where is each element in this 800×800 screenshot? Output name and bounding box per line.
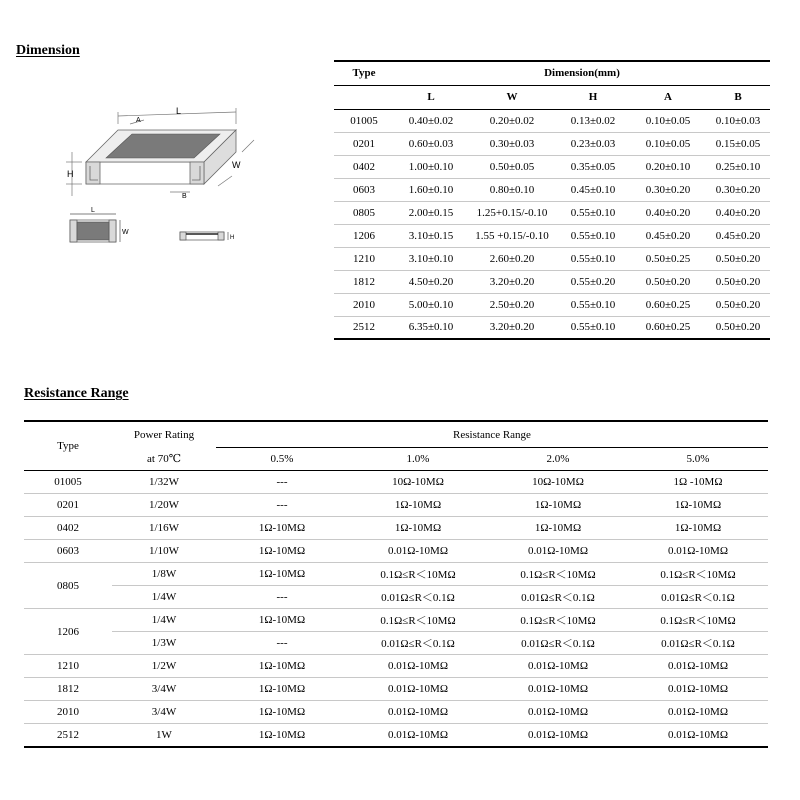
res-power-cell: 1/2W <box>112 655 216 678</box>
res-value-cell: 0.01Ω-10MΩ <box>667 728 729 741</box>
dim-type-cell: 2010 <box>334 293 394 316</box>
res-power-cell: 1/20W <box>112 494 216 517</box>
res-tol-2: 2.0% <box>488 448 628 471</box>
resistance-range-table <box>24 420 768 748</box>
dim-type-cell: 1206 <box>334 224 394 247</box>
dim-value-cell: 0.20±0.02 <box>468 109 556 132</box>
dim-value-cell: 0.40±0.20 <box>630 201 706 224</box>
res-value-cell: 0.01Ω-10MΩ <box>628 655 768 678</box>
res-value-cell: 0.01Ω≤R＜0.1Ω <box>348 632 488 655</box>
dim-value-cell: 0.55±0.10 <box>556 201 630 224</box>
dim-value-cell: 0.55±0.10 <box>556 247 630 270</box>
sideview-label-h: H <box>230 235 235 241</box>
dim-value-cell: 2.00±0.15 <box>394 201 468 224</box>
dim-value-cell: 0.45±0.20 <box>706 224 770 247</box>
dim-col-l: L <box>394 85 468 109</box>
dim-value-cell: 0.50±0.20 <box>630 270 706 293</box>
diagram-label-h: H <box>67 169 74 179</box>
dim-col-b: B <box>706 85 770 109</box>
dim-value-cell: 0.50±0.20 <box>706 293 770 316</box>
dim-value-cell: 0.45±0.10 <box>556 178 630 201</box>
resistance-heading: Resistance Range <box>24 386 129 401</box>
dim-value-cell: 0.23±0.03 <box>556 132 630 155</box>
dim-value-cell: 3.20±0.20 <box>468 270 556 293</box>
topview-label-w: W <box>122 229 129 236</box>
table-row <box>334 155 770 178</box>
dim-value-cell: 0.35±0.05 <box>556 155 630 178</box>
res-value-cell: 1Ω-10MΩ <box>348 517 488 540</box>
res-value-cell: 1Ω-10MΩ <box>628 517 768 540</box>
res-power-cell: 1/8W <box>112 563 216 586</box>
res-power-cell: 1/3W <box>112 632 216 655</box>
dimension-table <box>334 60 770 340</box>
res-value-cell: 1Ω-10MΩ <box>348 494 488 517</box>
dim-type-cell: 01005 <box>334 109 394 132</box>
res-power-cell: 1/32W <box>112 471 216 494</box>
res-value-cell: 0.1Ω≤R＜10MΩ <box>628 563 768 586</box>
res-type-cell: 01005 <box>24 471 112 494</box>
dim-value-cell: 1.25+0.15/-0.10 <box>468 201 556 224</box>
res-type-cell: 0603 <box>24 540 112 563</box>
res-value-cell: --- <box>216 494 348 517</box>
dim-value-cell: 2.50±0.20 <box>468 293 556 316</box>
res-value-cell: 0.01Ω-10MΩ <box>488 701 628 724</box>
table-row <box>334 316 770 339</box>
res-value-cell: 0.01Ω≤R＜0.1Ω <box>348 586 488 609</box>
dim-value-cell: 0.50±0.20 <box>706 247 770 270</box>
res-value-cell: 0.01Ω-10MΩ <box>488 655 628 678</box>
table-row <box>24 701 768 724</box>
res-value-cell: --- <box>216 632 348 655</box>
dim-col-w: W <box>468 85 556 109</box>
res-tol-1: 1.0% <box>348 448 488 471</box>
res-type-cell: 1210 <box>24 655 112 678</box>
res-value-cell: 1Ω-10MΩ <box>258 728 306 741</box>
dim-value-cell: 0.50±0.20 <box>715 321 761 334</box>
dim-type-cell: 0603 <box>334 178 394 201</box>
res-value-cell: 1Ω-10MΩ <box>488 494 628 517</box>
dim-col-h: H <box>556 85 630 109</box>
diagram-label-a: A <box>136 117 141 124</box>
dim-value-cell: 0.13±0.02 <box>556 109 630 132</box>
res-value-cell: 0.01Ω-10MΩ <box>348 678 488 701</box>
dim-value-cell: 0.25±0.10 <box>706 155 770 178</box>
table-row <box>334 109 770 132</box>
dim-value-cell: 0.55±0.10 <box>556 293 630 316</box>
res-power-header-line2: at 70℃ <box>112 448 216 471</box>
res-power-cell: 3/4W <box>112 678 216 701</box>
table-row <box>24 563 768 586</box>
dim-value-cell: 0.60±0.03 <box>394 132 468 155</box>
table-row <box>24 540 768 563</box>
res-value-cell: 0.01Ω-10MΩ <box>348 701 488 724</box>
dim-type-cell: 1210 <box>334 247 394 270</box>
res-type-cell: 1206 <box>24 609 112 655</box>
res-power-cell: 1/4W <box>112 586 216 609</box>
res-value-cell: 1Ω-10MΩ <box>488 517 628 540</box>
res-value-cell: 0.01Ω-10MΩ <box>628 678 768 701</box>
res-value-cell: 0.01Ω-10MΩ <box>628 701 768 724</box>
table-row <box>334 178 770 201</box>
table-row <box>24 655 768 678</box>
dim-value-cell: 0.60±0.25 <box>645 321 691 334</box>
res-value-cell: 0.01Ω-10MΩ <box>488 678 628 701</box>
dim-value-cell: 0.60±0.25 <box>630 293 706 316</box>
table-row <box>24 494 768 517</box>
dim-value-cell: 0.40±0.02 <box>394 109 468 132</box>
res-value-cell: 1Ω-10MΩ <box>216 609 348 632</box>
dim-value-cell: 3.10±0.15 <box>394 224 468 247</box>
res-type-cell: 0402 <box>24 517 112 540</box>
res-type-cell: 1812 <box>24 678 112 701</box>
dim-value-cell: 0.80±0.10 <box>468 178 556 201</box>
res-type-header: Type <box>24 421 112 471</box>
res-value-cell: 1Ω-10MΩ <box>216 701 348 724</box>
res-power-cell: 1/10W <box>112 540 216 563</box>
dim-value-cell: 0.55±0.20 <box>556 270 630 293</box>
resistor-dimension-diagram <box>58 100 280 250</box>
res-group-header: Resistance Range <box>216 421 768 448</box>
res-value-cell: --- <box>216 471 348 494</box>
res-value-cell: 1Ω-10MΩ <box>628 494 768 517</box>
dim-type-cell: 0201 <box>334 132 394 155</box>
res-value-cell: 10Ω-10MΩ <box>488 471 628 494</box>
res-value-cell: 0.01Ω-10MΩ <box>348 655 488 678</box>
dim-value-cell: 0.30±0.20 <box>706 178 770 201</box>
table-row <box>24 517 768 540</box>
dim-value-cell: 1.60±0.10 <box>394 178 468 201</box>
res-value-cell: 0.01Ω-10MΩ <box>387 728 449 741</box>
table-row <box>24 724 768 747</box>
res-value-cell: 1Ω-10MΩ <box>216 563 348 586</box>
res-value-cell: 10Ω-10MΩ <box>348 471 488 494</box>
res-type-cell: 0201 <box>24 494 112 517</box>
res-power-header-line1: Power Rating <box>133 428 195 441</box>
dim-value-cell: 0.55±0.10 <box>556 224 630 247</box>
dim-type-cell: 1812 <box>334 270 394 293</box>
dim-value-cell: 0.45±0.20 <box>630 224 706 247</box>
res-value-cell: 0.01Ω≤R＜0.1Ω <box>628 632 768 655</box>
table-row <box>334 247 770 270</box>
dim-value-cell: 0.20±0.10 <box>630 155 706 178</box>
res-value-cell: 0.1Ω≤R＜10MΩ <box>348 609 488 632</box>
diagram-label-l: L <box>176 106 182 116</box>
dim-type-header: Type <box>334 61 394 85</box>
res-value-cell: 0.01Ω-10MΩ <box>488 540 628 563</box>
res-type-cell: 0805 <box>24 563 112 609</box>
res-value-cell: 0.1Ω≤R＜10MΩ <box>628 609 768 632</box>
dim-value-cell: 1.55 +0.15/-0.10 <box>468 224 556 247</box>
dim-value-cell: 0.10±0.03 <box>706 109 770 132</box>
dim-value-cell: 0.15±0.05 <box>706 132 770 155</box>
res-value-cell: 0.01Ω≤R＜0.1Ω <box>488 632 628 655</box>
dimension-heading: Dimension <box>16 43 80 58</box>
res-value-cell: 1Ω-10MΩ <box>216 517 348 540</box>
dim-value-cell: 0.30±0.03 <box>468 132 556 155</box>
res-tol-0: 0.5% <box>216 448 348 471</box>
res-value-cell: 0.01Ω-10MΩ <box>527 728 589 741</box>
dim-value-cell: 0.10±0.05 <box>630 109 706 132</box>
res-value-cell: 1Ω-10MΩ <box>216 678 348 701</box>
res-value-cell: 0.1Ω≤R＜10MΩ <box>488 609 628 632</box>
dim-value-cell: 3.10±0.10 <box>394 247 468 270</box>
dim-value-cell: 2.60±0.20 <box>468 247 556 270</box>
dim-value-cell: 0.50±0.20 <box>706 270 770 293</box>
diagram-label-b: B <box>182 193 187 200</box>
dim-col-a: A <box>630 85 706 109</box>
dim-value-cell: 5.00±0.10 <box>394 293 468 316</box>
table-row <box>24 632 768 655</box>
dim-type-cell: 0402 <box>334 155 394 178</box>
res-value-cell: 1Ω-10MΩ <box>216 540 348 563</box>
dim-group-header: Dimension(mm) <box>394 61 770 85</box>
dim-value-cell: 0.30±0.20 <box>630 178 706 201</box>
res-value-cell: 1Ω -10MΩ <box>628 471 768 494</box>
res-type-cell: 2010 <box>24 701 112 724</box>
res-tol-3: 5.0% <box>628 448 768 471</box>
diagram-label-w: W <box>232 160 241 170</box>
dim-value-cell: 0.50±0.25 <box>630 247 706 270</box>
dim-value-cell: 1.00±0.10 <box>394 155 468 178</box>
res-value-cell: 0.1Ω≤R＜10MΩ <box>488 563 628 586</box>
table-row <box>334 293 770 316</box>
res-power-cell: 1/4W <box>112 609 216 632</box>
dim-value-cell: 0.55±0.10 <box>570 321 616 334</box>
table-row <box>24 586 768 609</box>
topview-label-l: L <box>91 207 95 214</box>
dim-value-cell: 4.50±0.20 <box>394 270 468 293</box>
res-type-cell: 2512 <box>57 728 79 741</box>
table-row <box>334 201 770 224</box>
res-value-cell: 0.01Ω-10MΩ <box>628 540 768 563</box>
table-row <box>24 471 768 494</box>
res-value-cell: 1Ω-10MΩ <box>216 655 348 678</box>
table-row <box>334 270 770 293</box>
dim-type-cell: 2512 <box>353 321 375 334</box>
table-row <box>24 609 768 632</box>
table-row <box>24 678 768 701</box>
res-power-cell: 3/4W <box>112 701 216 724</box>
res-value-cell: 0.01Ω≤R＜0.1Ω <box>488 586 628 609</box>
table-row <box>334 224 770 247</box>
dim-value-cell: 0.10±0.05 <box>630 132 706 155</box>
res-value-cell: 0.01Ω≤R＜0.1Ω <box>628 586 768 609</box>
dim-value-cell: 3.20±0.20 <box>489 321 535 334</box>
res-power-cell: 1/16W <box>112 517 216 540</box>
dim-value-cell: 0.40±0.20 <box>706 201 770 224</box>
dim-value-cell: 6.35±0.10 <box>408 321 454 334</box>
table-row <box>334 132 770 155</box>
dim-type-cell: 0805 <box>334 201 394 224</box>
res-value-cell: --- <box>216 586 348 609</box>
res-value-cell: 0.01Ω-10MΩ <box>348 540 488 563</box>
res-power-cell: 1W <box>156 728 172 741</box>
res-value-cell: 0.1Ω≤R＜10MΩ <box>348 563 488 586</box>
dim-value-cell: 0.50±0.05 <box>468 155 556 178</box>
